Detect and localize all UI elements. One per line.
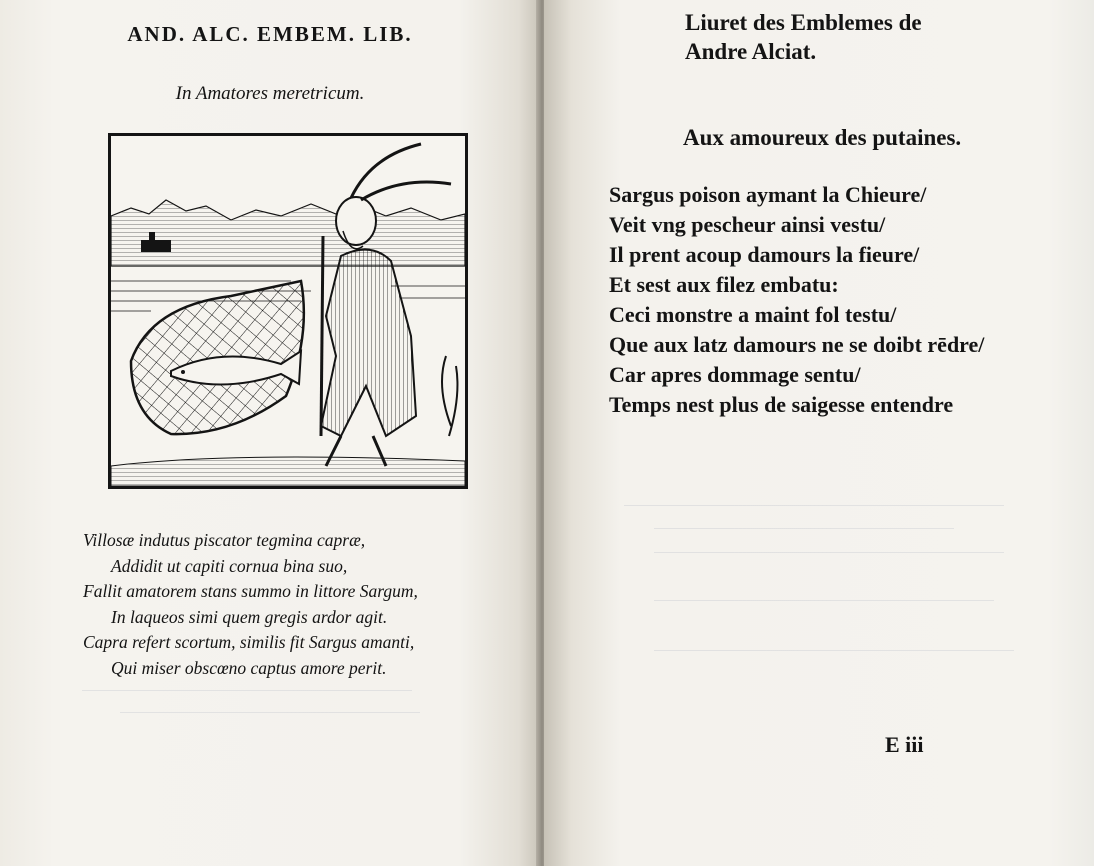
verse-line: Veit vng pescheur ainsi vestu/: [609, 212, 886, 237]
french-title-line: Liuret des Emblemes de: [685, 10, 922, 35]
verse-line: Temps nest plus de saigesse entendre: [609, 392, 954, 417]
verse-line: Il prent acoup damours la fieure/: [609, 242, 920, 267]
verse-line: Qui miser obscœno captus amore perit.: [111, 657, 387, 678]
verse-line: Sargus poison aymant la Chieure/: [609, 182, 927, 207]
verse-line: In laqueos simi quem gregis ardor agit.: [111, 606, 388, 627]
french-title: [685, 8, 985, 66]
signature-mark: E iii: [885, 732, 924, 757]
left-page: [0, 0, 540, 866]
verse-line: Que aux latz damours ne se doibt rēdre/: [609, 332, 985, 357]
show-through-line: [654, 600, 994, 601]
verse-line: Villosæ indutus piscator tegmina capræ,: [83, 530, 366, 550]
show-through-line: [654, 650, 1014, 651]
show-through-line: [120, 712, 420, 713]
verse-line: Fallit amatorem stans summo in littore Sargum,: [83, 581, 418, 601]
french-title-line: Andre Alciat.: [685, 39, 817, 64]
running-head: AND. ALC. EMBEM. LIB.: [127, 22, 413, 46]
verse-line: Addidit ut capiti cornua bina suo,: [111, 555, 348, 576]
show-through-line: [624, 505, 1004, 506]
show-through-line: [654, 552, 1004, 553]
show-through-line: [654, 528, 954, 529]
show-through-line: [82, 690, 412, 691]
verse-line: Capra refert scortum, similis fit Sargus amanti,: [83, 632, 415, 652]
verse-line: Et sest aux filez embatu:: [609, 272, 839, 297]
verse-line: Ceci monstre a maint fol testu/: [609, 302, 897, 327]
latin-verse: [83, 528, 483, 681]
emblem-title-french: Aux amoureux des putaines.: [683, 125, 962, 150]
emblem-title-latin: In Amatores meretricum.: [175, 83, 365, 104]
verse-line: Car apres dommage sentu/: [609, 362, 861, 387]
fisherman-goat-woodcut: [111, 136, 465, 486]
show-through-text: [60, 162, 65, 181]
french-verse: [609, 180, 1049, 420]
woodcut-illustration: [108, 133, 468, 489]
